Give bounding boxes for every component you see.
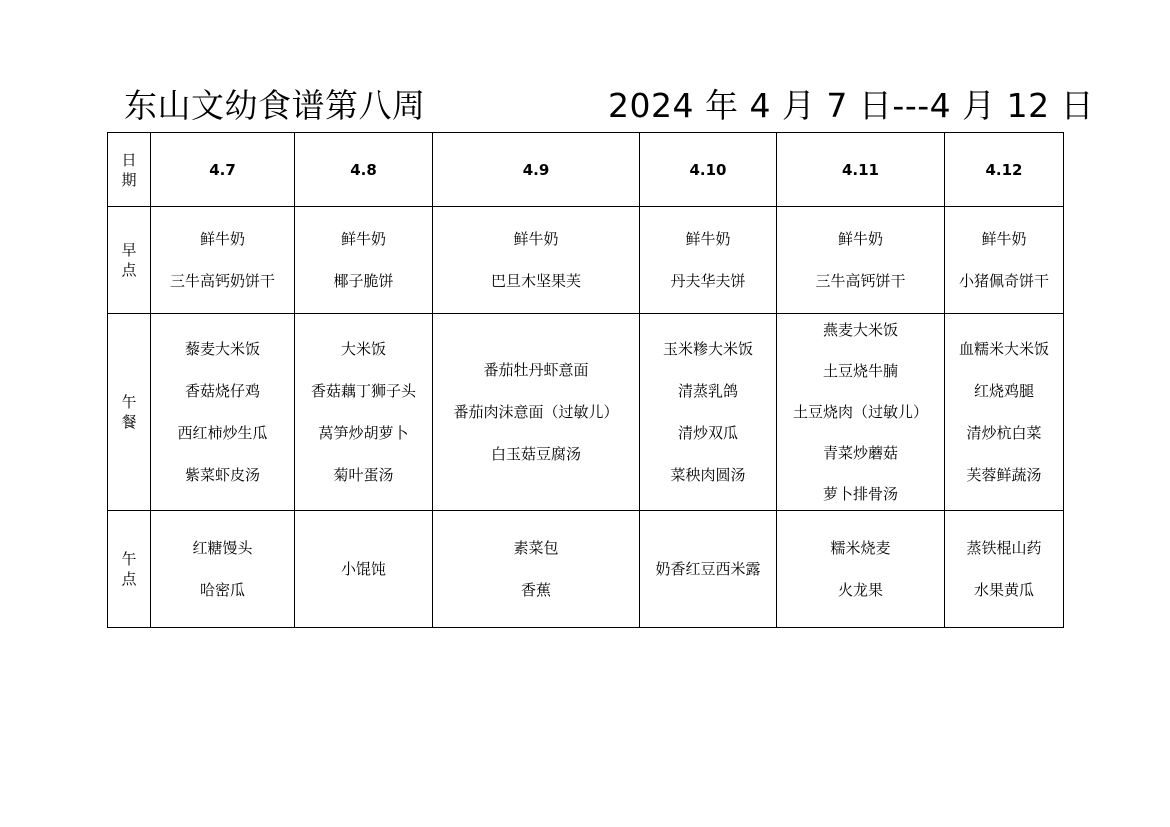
menu-item: 莴笋炒胡萝卜 — [318, 424, 409, 442]
date-cell: 4.7 — [151, 133, 295, 207]
breakfast-label-char-1: 早 — [121, 241, 137, 259]
menu-item: 番茄牡丹虾意面 — [483, 361, 589, 379]
snack-row-label — [108, 511, 151, 628]
menu-item: 番茄肉沫意面（过敏儿） — [453, 403, 619, 421]
lunch-row-label — [108, 314, 151, 511]
menu-item: 白玉菇豆腐汤 — [490, 445, 581, 463]
menu-item: 清炒杭白菜 — [966, 424, 1042, 442]
date-cell: 4.8 — [295, 133, 433, 207]
breakfast-cell — [777, 207, 945, 314]
menu-item: 糯米烧麦 — [830, 539, 891, 557]
menu-item: 巴旦木坚果芙 — [490, 272, 581, 290]
date-label-char-2: 期 — [121, 170, 137, 189]
date-cell: 4.11 — [777, 133, 945, 207]
menu-item: 哈密瓜 — [199, 581, 245, 599]
breakfast-label-char-2: 点 — [121, 261, 137, 279]
menu-item: 火龙果 — [837, 581, 883, 599]
menu-item: 清炒双瓜 — [677, 424, 738, 442]
breakfast-cell — [640, 207, 777, 314]
menu-item: 素菜包 — [513, 539, 559, 557]
snack-cell — [945, 511, 1064, 628]
menu-item: 菜秧肉圆汤 — [670, 466, 746, 484]
snack-label-char-1: 午 — [121, 550, 137, 568]
snack-cell — [151, 511, 295, 628]
lunch-cell — [151, 314, 295, 511]
menu-item: 血糯米大米饭 — [958, 340, 1049, 358]
menu-item: 红糖馒头 — [192, 539, 253, 557]
lunch-cell — [640, 314, 777, 511]
snack-cell — [777, 511, 945, 628]
menu-item: 蒸铁棍山药 — [966, 539, 1042, 557]
weekly-menu-table — [107, 132, 1064, 628]
menu-item: 小猪佩奇饼干 — [958, 272, 1049, 290]
breakfast-cell — [151, 207, 295, 314]
menu-item: 丹夫华夫饼 — [670, 272, 746, 290]
menu-item: 玉米糁大米饭 — [662, 340, 753, 358]
menu-item: 鲜牛奶 — [837, 230, 883, 248]
menu-item: 青菜炒蘑菇 — [822, 444, 898, 462]
menu-item: 芙蓉鲜蔬汤 — [966, 466, 1042, 484]
lunch-cell — [945, 314, 1064, 511]
menu-item: 三牛高钙饼干 — [815, 272, 906, 290]
menu-item: 香蕉 — [520, 581, 551, 599]
breakfast-cell — [945, 207, 1064, 314]
menu-item: 小馄饨 — [340, 560, 386, 578]
menu-item: 萝卜排骨汤 — [822, 485, 898, 503]
snack-cell — [433, 511, 640, 628]
snack-cell — [295, 511, 433, 628]
menu-date-range: 2024 年 4 月 7 日---4 月 12 日 — [608, 86, 1095, 125]
menu-item: 鲜牛奶 — [199, 230, 245, 248]
lunch-cell — [777, 314, 945, 511]
snack-cell — [640, 511, 777, 628]
menu-item: 土豆烧肉（过敏儿） — [792, 403, 928, 421]
menu-item: 菊叶蛋汤 — [333, 466, 394, 484]
breakfast-row — [108, 207, 1064, 314]
menu-item: 燕麦大米饭 — [822, 321, 898, 339]
lunch-label-char-2: 餐 — [121, 413, 137, 431]
breakfast-cell — [295, 207, 433, 314]
menu-item: 清蒸乳鸽 — [677, 382, 738, 400]
menu-item: 鲜牛奶 — [513, 230, 559, 248]
lunch-row — [108, 314, 1064, 511]
date-cell: 4.10 — [640, 133, 777, 207]
date-row-label — [108, 133, 151, 207]
menu-item: 红烧鸡腿 — [973, 382, 1034, 400]
menu-item: 三牛高钙奶饼干 — [169, 272, 275, 290]
menu-item: 土豆烧牛腩 — [822, 362, 898, 380]
menu-item: 鲜牛奶 — [685, 230, 731, 248]
menu-item: 香菇烧仔鸡 — [184, 382, 260, 400]
date-row — [108, 133, 1064, 207]
menu-item: 椰子脆饼 — [333, 272, 394, 290]
menu-item: 奶香红豆西米露 — [655, 560, 761, 578]
date-label-char-1: 日 — [121, 150, 137, 169]
lunch-cell — [295, 314, 433, 511]
menu-item: 西红柿炒生瓜 — [177, 424, 268, 442]
menu-item: 紫菜虾皮汤 — [184, 466, 260, 484]
lunch-label-char-1: 午 — [121, 393, 137, 411]
menu-item: 藜麦大米饭 — [184, 340, 260, 358]
date-cell: 4.12 — [945, 133, 1064, 207]
menu-title: 东山文幼食谱第八周 — [124, 86, 426, 125]
breakfast-row-label — [108, 207, 151, 314]
breakfast-cell — [433, 207, 640, 314]
snack-label-char-2: 点 — [121, 570, 137, 588]
lunch-cell — [433, 314, 640, 511]
menu-item: 鲜牛奶 — [340, 230, 386, 248]
snack-row — [108, 511, 1064, 628]
menu-item: 香菇藕丁狮子头 — [310, 382, 416, 400]
menu-item: 大米饭 — [340, 340, 386, 358]
menu-item: 水果黄瓜 — [973, 581, 1034, 599]
menu-item: 鲜牛奶 — [981, 230, 1027, 248]
date-cell: 4.9 — [433, 133, 640, 207]
